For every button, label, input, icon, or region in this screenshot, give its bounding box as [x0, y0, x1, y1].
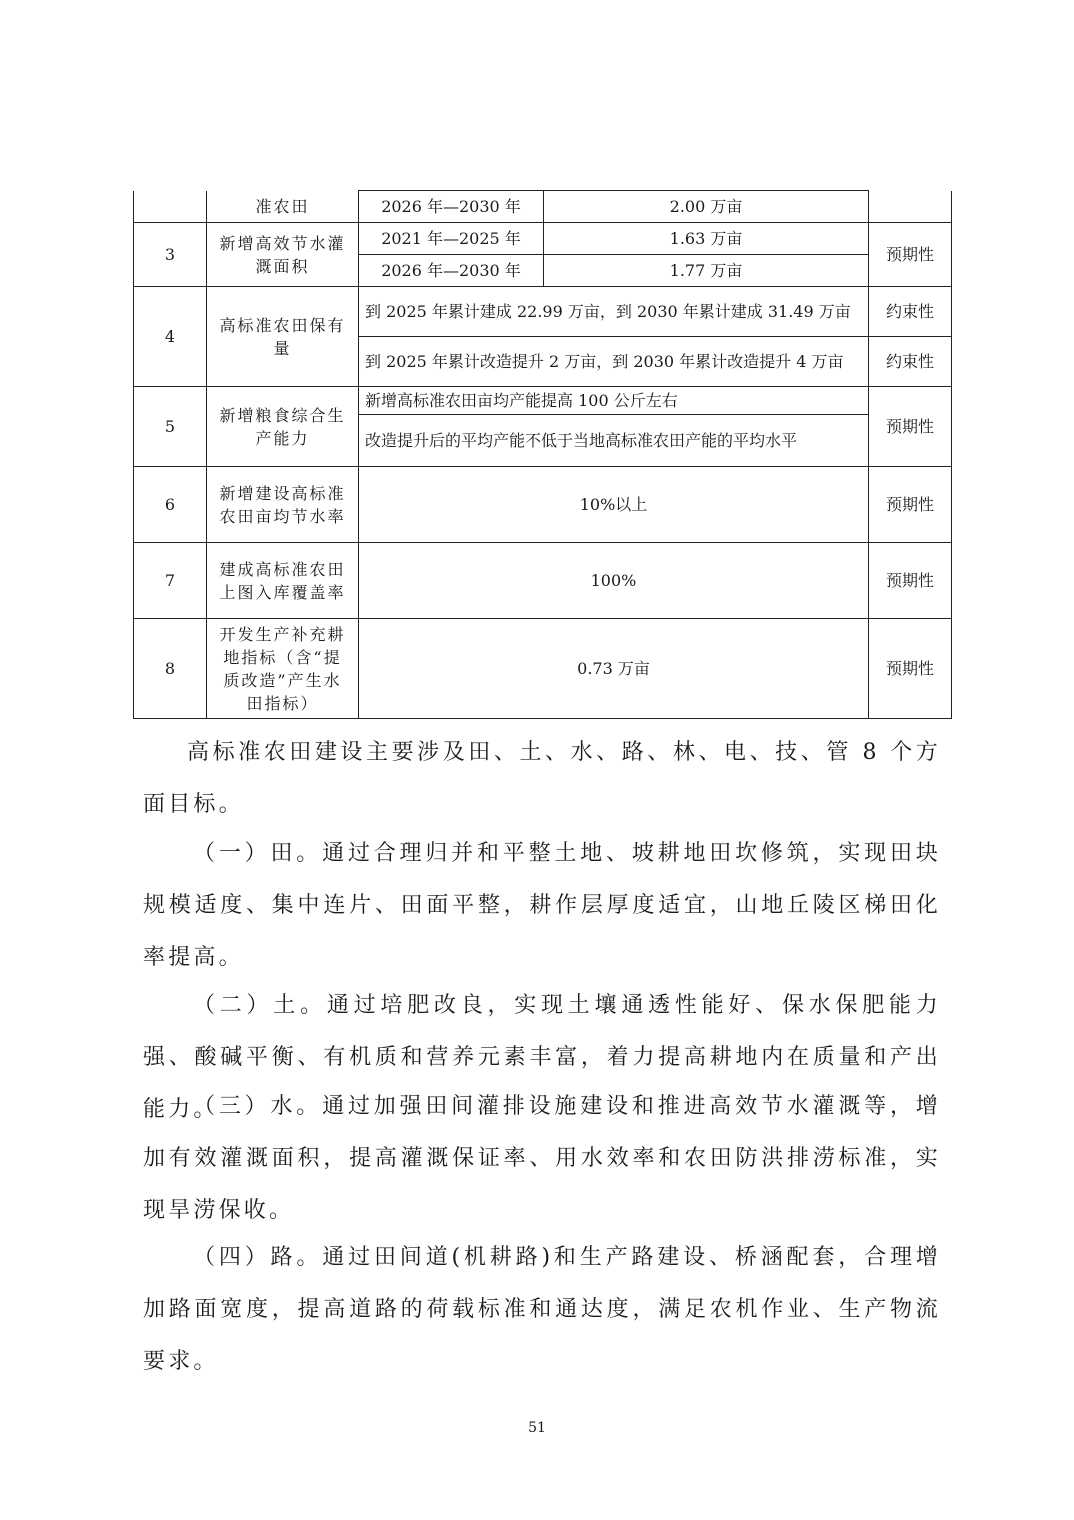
table-row — [134, 619, 952, 719]
body-paragraph: 高标准农田建设主要涉及田、土、水、路、林、电、技、管 8 个方面目标。 — [143, 740, 941, 817]
nature-cell: 约束性 — [869, 287, 952, 337]
indicator-cell: 新增高效节水灌溉面积 — [207, 223, 359, 287]
table-row — [134, 387, 952, 415]
section-paragraph-field: （一）田。通过合理归并和平整土地、坡耕地田坎修筑，实现田块规模适度、集中连片、田面平整，耕作层厚度适宜，山地丘陵区梯田化率提高。 — [143, 841, 941, 970]
row-number-cell — [134, 191, 207, 223]
value-cell: 1.63 万亩 — [544, 223, 869, 255]
table-row — [134, 223, 952, 255]
text-cell: 新增高标准农田亩均产能提高 100 公斤左右 — [359, 387, 869, 415]
text-cell: 改造提升后的平均产能不低于当地高标准农田产能的平均水平 — [359, 415, 869, 467]
section-paragraph-water: （三）水。通过加强田间灌排设施建设和推进高效节水灌溉等，增加有效灌溉面积，提高灌溉保证率、用水效率和农田防洪排涝标准，实现旱涝保收。 — [143, 1094, 941, 1223]
value-cell: 1.77 万亩 — [544, 255, 869, 287]
nature-cell: 预期性 — [869, 467, 952, 543]
goals-table — [133, 190, 952, 719]
row-number-cell: 3 — [134, 223, 207, 287]
section-paragraph-soil: （二）土。通过培肥改良，实现土壤通透性能好、保水保肥能力强、酸碱平衡、有机质和营养元素丰富，着力提高耕地内在质量和产出能力。 — [143, 993, 941, 1122]
text-cell: 到 2025 年累计改造提升 2 万亩，到 2030 年累计改造提升 4 万亩 — [359, 337, 869, 387]
indicator-cell: 新增建设高标准农田亩均节水率 — [207, 467, 359, 543]
value-cell: 100% — [359, 543, 869, 619]
table-row — [134, 543, 952, 619]
row-number-cell: 4 — [134, 287, 207, 387]
table-row — [134, 467, 952, 543]
indicator-cell: 开发生产补充耕地指标（含“提质改造”产生水田指标） — [207, 619, 359, 719]
value-cell: 10%以上 — [359, 467, 869, 543]
nature-cell: 预期性 — [869, 387, 952, 467]
row-number-cell: 8 — [134, 619, 207, 719]
table-row — [134, 191, 952, 223]
value-cell: 2.00 万亩 — [544, 191, 869, 223]
indicator-cell: 高标准农田保有量 — [207, 287, 359, 387]
row-number-cell: 7 — [134, 543, 207, 619]
section-paragraph-road: （四）路。通过田间道(机耕路)和生产路建设、桥涵配套，合理增加路面宽度，提高道路的荷载标准和通达度，满足农机作业、生产物流要求。 — [143, 1245, 941, 1374]
period-cell: 2026 年—2030 年 — [359, 191, 544, 223]
period-cell: 2026 年—2030 年 — [359, 255, 544, 287]
indicator-cell: 准农田 — [207, 191, 359, 223]
table-row — [134, 287, 952, 337]
nature-cell: 预期性 — [869, 619, 952, 719]
row-number-cell: 5 — [134, 387, 207, 467]
nature-cell — [869, 191, 952, 223]
text-cell: 到 2025 年累计建成 22.99 万亩，到 2030 年累计建成 31.49 万亩 — [359, 287, 869, 337]
period-cell: 2021 年—2025 年 — [359, 223, 544, 255]
nature-cell: 预期性 — [869, 543, 952, 619]
indicator-cell: 建成高标准农田上图入库覆盖率 — [207, 543, 359, 619]
indicator-cell: 新增粮食综合生产能力 — [207, 387, 359, 467]
nature-cell: 约束性 — [869, 337, 952, 387]
row-number-cell: 6 — [134, 467, 207, 543]
value-cell: 0.73 万亩 — [359, 619, 869, 719]
nature-cell: 预期性 — [869, 223, 952, 287]
page-number: 51 — [528, 1420, 546, 1436]
